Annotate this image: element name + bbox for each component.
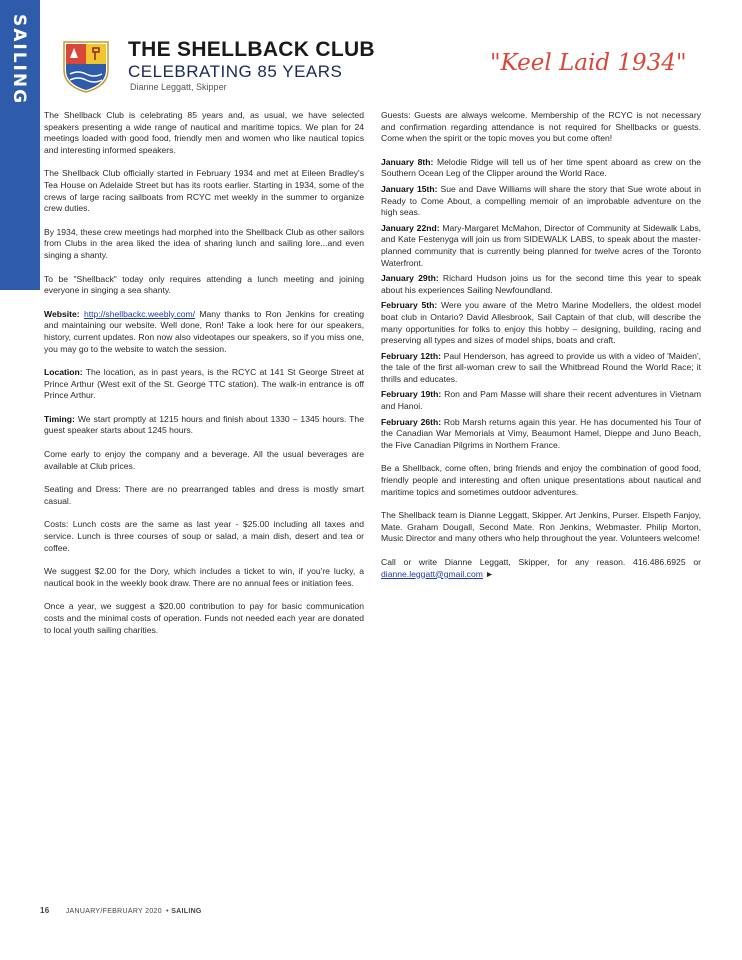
left-column: [44, 110, 364, 648]
page-footer: [40, 906, 202, 915]
event-item: [381, 389, 701, 412]
article-title: THE SHELLBACK CLUB: [128, 38, 375, 61]
website-label: Website:: [44, 308, 80, 319]
location-label: Location:: [44, 367, 83, 378]
event-text: Ron and Pam Masse will share their recent adventures in Vietnam and Hanoi.: [381, 389, 702, 412]
costs-paragraph: Costs: Lunch costs are the same as last year - $25.00 including all taxes and service. Lunch is three courses of soup or salad, a main dish, desert and tea or coffee.: [44, 519, 364, 553]
intro-paragraph: The Shellback Club is celebrating 85 years and, as usual, we have selected speakers presenting a wide range of nautical and maritime topics. We plan for 24 meetings loaded with good food, friendly men and women who like nautical topics and interesting informed speakers.: [44, 110, 364, 155]
club-motto: "Keel Laid 1934": [490, 50, 687, 76]
section-tab: [0, 0, 40, 290]
location-paragraph: [44, 367, 364, 402]
timing-label: Timing:: [44, 413, 75, 424]
event-item: [381, 351, 701, 386]
event-date: February 19th:: [381, 389, 442, 400]
right-column: [381, 110, 701, 592]
end-mark-icon: ►: [485, 568, 494, 579]
page-number: 16: [40, 906, 50, 915]
event-text: Rob Marsh returns again this year. He has documented his Tour of the Canadian War Memorials at Vimy, Beaumont Hamel, Dieppe and Juno Beach, the Five Canadian Pilgrims in Northern France.: [381, 416, 701, 450]
contact-text: Call or write Dianne Leggatt, Skipper, for any reason. 416.486.6925 or: [381, 557, 701, 567]
event-item: [381, 184, 701, 219]
event-text: Were you aware of the Metro Marine Modellers, the oldest model boat club in Ontario? David Allesbrook, Sail Captain of that club, will describe the many opportunities for folks to enjoy this hobby – designing, building, racing and preserving all types and sizes of model ships, boats and craft.: [381, 300, 701, 346]
timing-paragraph: [44, 414, 364, 437]
event-date: February 12th:: [381, 350, 441, 361]
website-link[interactable]: http://shellbackc.weebly.com/: [83, 308, 196, 319]
email-link[interactable]: dianne.leggatt@gmail.com: [381, 568, 483, 579]
contribution-paragraph: Once a year, we suggest a $20.00 contribution to pay for basic communication costs and the minimal costs of operation. Funds not needed each year are donated to local youth sailing charities.: [44, 601, 364, 635]
event-date: February 5th:: [381, 300, 438, 311]
history-paragraph: The Shellback Club officially started in February 1934 and met at Eileen Bradley's Tea House on Adelaide Street but has its roots earlier. Starting in 1934, some of the crews of large racing sailboats from RCYC met weekly in the summer to organize crew duties.: [44, 168, 364, 214]
event-date: January 8th:: [381, 156, 434, 167]
footer-section: SAILING: [171, 908, 202, 915]
event-item: [381, 273, 701, 296]
contact-paragraph: [381, 557, 701, 580]
seating-paragraph: Seating and Dress: There are no prearranged tables and dress is mostly smart casual.: [44, 484, 364, 506]
team-paragraph: The Shellback team is Dianne Leggatt, Skipper. Art Jenkins, Purser. Elspeth Fanjoy, Mate. Graham Dougall, Second Mate. Ron Jenkins, Webmaster. Philip Morton, Music Director and many others who help throughout the year. Volunteers welcome!: [381, 510, 701, 544]
event-text: Melodie Ridge will tell us of her time spent aboard as crew on the Southern Ocean Leg of the Clipper around the World Race.: [381, 156, 701, 179]
event-text: Richard Hudson joins us for the second time this year to speak about his experiences Sailing Newfoundland.: [381, 273, 701, 295]
section-tab-label: SAILING: [9, 14, 29, 106]
event-item: [381, 223, 701, 269]
location-text: The location, as in past years, is the RCYC at 141 St George Street at Prince Arthur (West exit of the St. George TTC station). The walk-in entrance is off Prince Arthur.: [44, 367, 365, 401]
event-item: [381, 300, 701, 346]
event-date: February 26th:: [381, 416, 442, 427]
event-date: January 29th:: [381, 273, 439, 284]
article-subtitle: CELEBRATING 85 YEARS: [128, 62, 343, 81]
come-early-paragraph: Come early to enjoy the company and a beverage. All the usual beverages are available at Club prices.: [44, 449, 364, 471]
event-text: Paul Henderson, has agreed to provide us with a video of 'Maiden', the tale of the first all-woman crew to sail the Whitbread Round the World Race; it thrills and educates.: [381, 350, 701, 384]
event-item: [381, 157, 701, 180]
article-byline: Dianne Leggatt, Skipper: [130, 82, 227, 92]
event-text: Mary-Margaret McMahon, Director of Community at Sidewalk Labs, and Kate Festenyga will join us from SIDEWALK LABS, to speak about the master-planned community that is currently being planned for twelve acres of the Toronto Waterfront.: [381, 222, 702, 268]
club-crest-logo: [60, 38, 112, 94]
website-text: Many thanks to Ron Jenkins for creating and maintaining our website. Well done, Ron! Take a look here for our speakers, history, current updates. Ron now also videotapes our speakers, so if you miss one, you may go to the website to watch the session.: [44, 308, 365, 354]
dory-paragraph: We suggest $2.00 for the Dory, which includes a ticket to win, if you're lucky, a nautical book in the weekly book draw. There are no annual fees or initiation fees.: [44, 566, 364, 588]
history-paragraph-2: By 1934, these crew meetings had morphed into the Shellback Club as other sailors from Clubs in the area liked the idea of sharing lunch and sailing lore...and even singing a shanty.: [44, 226, 364, 260]
issue-label: JANUARY/FEBRUARY 2020: [65, 908, 162, 915]
footer-separator: •: [166, 908, 169, 915]
event-text: Sue and Dave Williams will share the story that Sue wrote about in Ready to Come About, a compelling memoir of an improbable adventure on the high seas.: [381, 183, 701, 218]
event-item: [381, 417, 701, 452]
event-date: January 15th:: [381, 183, 438, 194]
website-paragraph: [44, 309, 364, 355]
guests-paragraph: Guests: Guests are always welcome. Membership of the RCYC is not necessary and confirmation regarding attendance is not required for Shellbacks or guests. Come when the spirit or the topic moves you but come often!: [381, 110, 701, 144]
be-a-shellback-paragraph: Be a Shellback, come often, bring friends and enjoy the combination of good food, friendly people and interesting and often unique presentations about nautical and maritime topics and sometimes outdoor adventures.: [381, 463, 701, 497]
timing-text: We start promptly at 1215 hours and finish about 1330 – 1345 hours. The guest speaker starts about 1245 hours.: [44, 413, 364, 436]
membership-paragraph: To be "Shellback" today only requires attending a lunch meeting and joining everyone in singing a sea shanty.: [44, 273, 364, 296]
event-date: January 22nd:: [381, 222, 440, 233]
